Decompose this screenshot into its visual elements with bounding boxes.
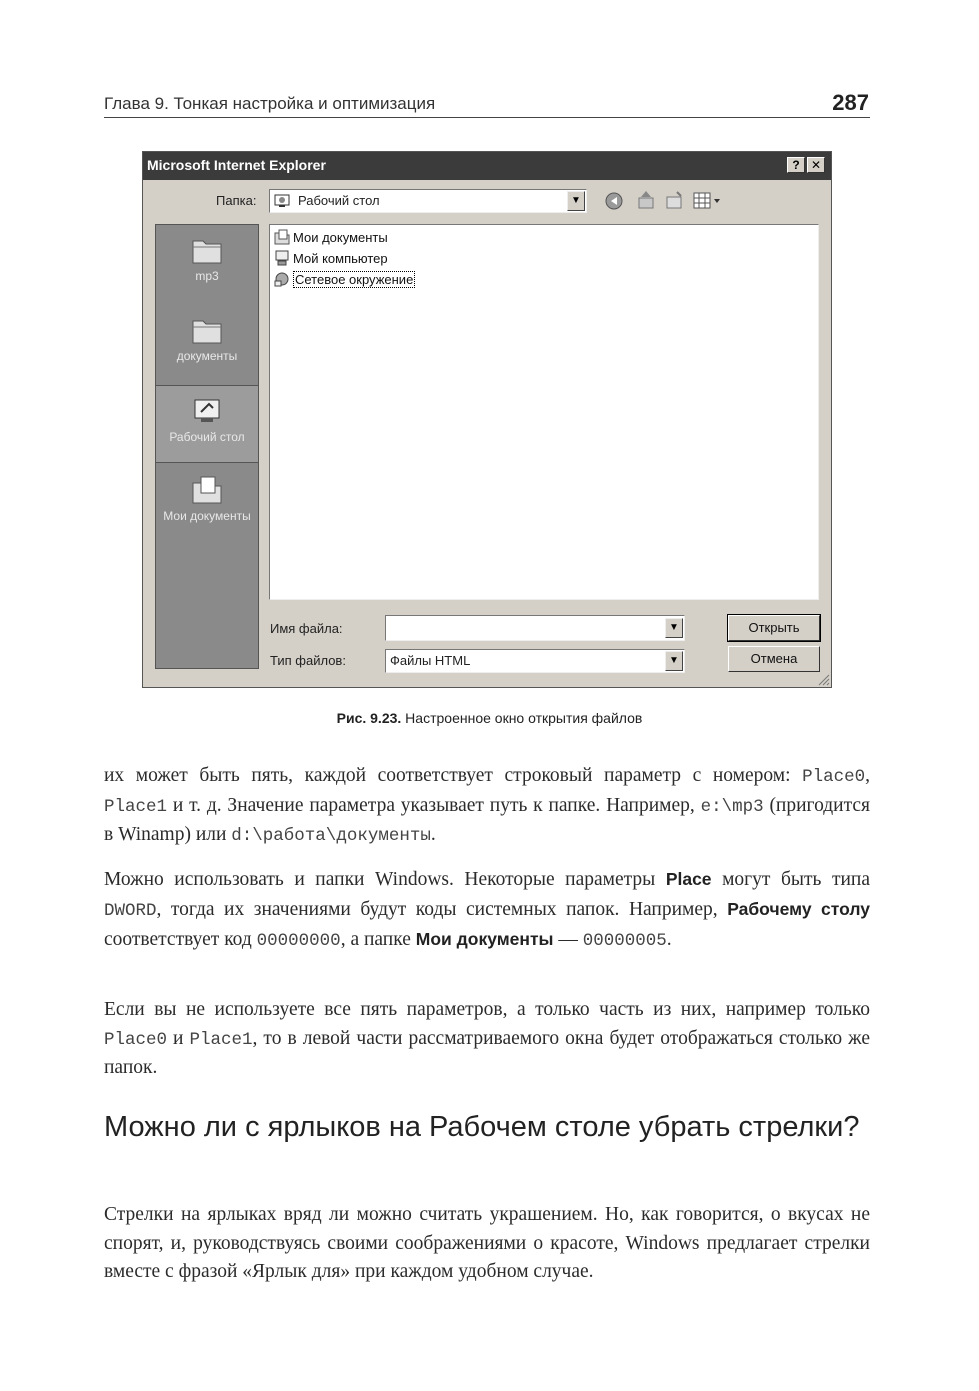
place-mp3[interactable] bbox=[156, 225, 258, 303]
header-rule bbox=[104, 117, 870, 118]
my-documents-icon bbox=[274, 229, 290, 245]
desktop-icon bbox=[274, 193, 290, 209]
figure-caption bbox=[0, 710, 979, 726]
computer-icon bbox=[274, 250, 290, 266]
list-item[interactable]: Мой компьютер bbox=[274, 248, 388, 268]
running-header-chapter: Глава 9. Тонкая настройка и оптимизация bbox=[104, 94, 436, 113]
paragraph-4: Стрелки на ярлыках вряд ли можно считать украшением. Но, как говорится, о вкусах не спорят, и, руководствуясь своими соображениями о красоте, Windows предлагает стрелки вместе с фразой «Ярлык для» при каждом удобном случае. bbox=[104, 1204, 870, 1282]
chevron-down-icon[interactable]: ▼ bbox=[665, 651, 683, 671]
paragraph-3: Если вы не используете все пять параметров, а только часть из них, например только Place0 и Place1, то в левой части рассматриваемого окна будет отображаться столько же папок. bbox=[104, 999, 871, 1078]
open-button[interactable]: Открыть bbox=[728, 615, 820, 641]
folder-label: Папка: bbox=[216, 193, 257, 208]
desktop-icon bbox=[191, 396, 223, 426]
place-label: документы bbox=[176, 349, 238, 363]
folder-combobox[interactable] bbox=[269, 189, 587, 213]
page-number: 287 bbox=[832, 90, 869, 115]
place-label: mp3 bbox=[195, 269, 219, 283]
place-label: Мои документы bbox=[163, 509, 251, 523]
filename-label: Имя файла: bbox=[270, 621, 343, 636]
up-folder-icon[interactable] bbox=[637, 190, 657, 210]
back-icon[interactable] bbox=[605, 192, 625, 210]
paragraph-2: Можно использовать и папки Windows. Некоторые параметры Place могут быть типа DWORD, тогда их значениями будут коды системных папок. Например, Рабочему столу соответствует код 00000000, а папке Мои документы — 00000005. bbox=[104, 869, 871, 951]
new-folder-icon[interactable] bbox=[665, 191, 685, 211]
view-menu-icon[interactable] bbox=[693, 192, 723, 210]
place-documents[interactable] bbox=[156, 305, 258, 383]
caption-label: Рис. 9.23. bbox=[336, 710, 402, 726]
list-item[interactable]: Мои документы bbox=[274, 227, 388, 247]
resize-grip-icon[interactable] bbox=[816, 672, 830, 686]
filename-input[interactable] bbox=[385, 615, 685, 641]
folder-icon bbox=[191, 235, 223, 265]
chevron-down-icon[interactable]: ▼ bbox=[665, 618, 683, 638]
chevron-down-icon[interactable]: ▼ bbox=[567, 191, 585, 211]
filetype-select[interactable]: Файлы HTML ▼ bbox=[385, 649, 685, 673]
section-heading: Можно ли с ярлыков на Рабочем столе убрать стрелки? bbox=[104, 1111, 860, 1143]
paragraph-1: их может быть пять, каждой соответствует строковый параметр с номером: Place0, Place1 и т. д. Значение параметра указывает путь к папке. Например, e:\mp3 (пригодится в Winamp) или d:\работа\документы. bbox=[104, 765, 870, 846]
list-item[interactable]: Сетевое окружение bbox=[274, 269, 415, 289]
dialog-title-bar bbox=[143, 152, 831, 180]
my-documents-icon bbox=[191, 475, 223, 505]
network-icon bbox=[274, 271, 290, 287]
file-open-dialog bbox=[142, 151, 832, 688]
place-my-documents[interactable] bbox=[156, 465, 258, 555]
places-bar bbox=[155, 224, 259, 669]
folder-icon bbox=[191, 315, 223, 345]
dialog-title: Microsoft Internet Explorer bbox=[147, 157, 326, 173]
close-button[interactable]: ✕ bbox=[807, 157, 825, 173]
place-label: Рабочий стол bbox=[169, 430, 245, 444]
cancel-button[interactable]: Отмена bbox=[728, 646, 820, 672]
caption-text: Настроенное окно открытия файлов bbox=[401, 710, 643, 726]
filetype-label: Тип файлов: bbox=[270, 653, 346, 668]
help-button[interactable]: ? bbox=[787, 157, 805, 173]
place-desktop[interactable] bbox=[156, 385, 258, 463]
folder-value: Рабочий стол bbox=[298, 193, 380, 208]
file-list[interactable] bbox=[269, 224, 819, 600]
